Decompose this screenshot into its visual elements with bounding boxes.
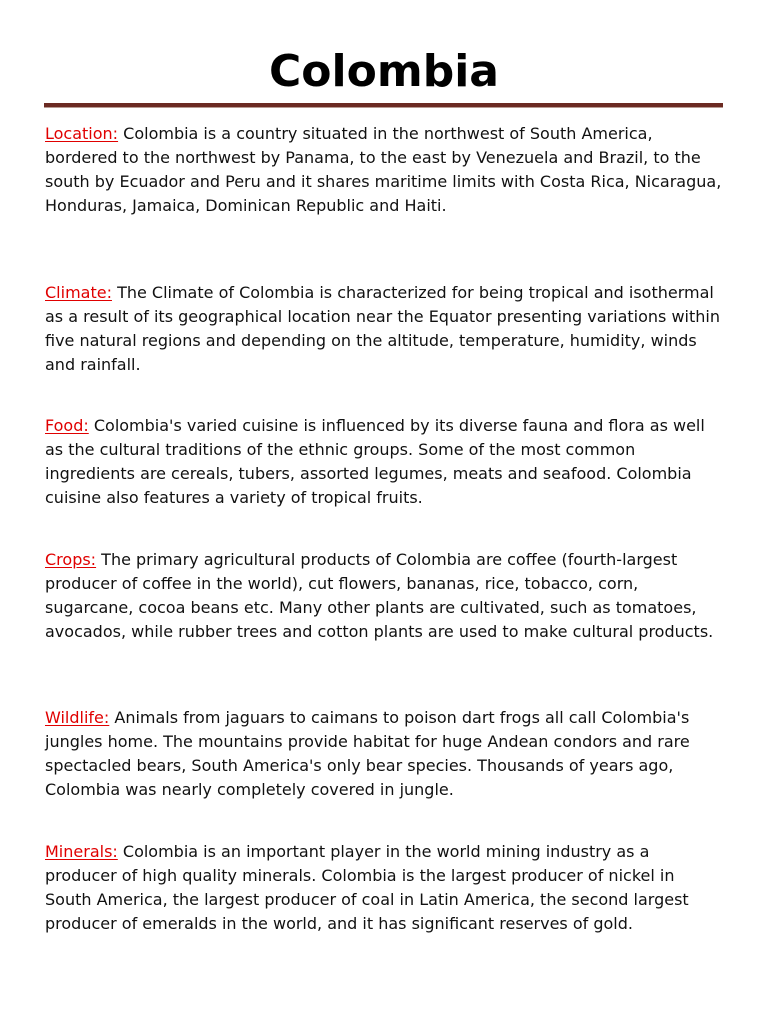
section-text-food: Colombia's varied cuisine is influenced by its diverse fauna and flora as well as the cultural traditions of the ethnic groups. Some of the most common ingredients are cereals, tubers, assorted legumes, meats and seafood. Colombia cuisine also features a variety of tropical fruits. [45, 416, 705, 507]
section-label-crops: Crops: [45, 550, 97, 569]
section-text-location: Colombia is a country situated in the northwest of South America, bordered to the northwest by Panama, to the east by Venezuela and Brazil, to the south by Ecuador and Peru and it shares maritime limits with Costa Rica, Nicaragua, Honduras, Jamaica, Dominican Republic and Haiti. [45, 124, 722, 215]
section-label-food: Food: [45, 416, 89, 435]
section-label-minerals: Minerals: [45, 842, 118, 861]
section-text-wildlife: Animals from jaguars to caimans to poison dart frogs all call Colombia's jungles home. The mountains provide habitat for huge Andean condors and rare spectacled bears, South America's only bear species. Thousands of years ago, Colombia was nearly completely covered in jungle. [45, 708, 690, 799]
page-title: Colombia [269, 46, 499, 97]
section-text-minerals: Colombia is an important player in the world mining industry as a producer of high quality minerals. Colombia is the largest producer of nickel in South America, the largest producer of coal in Latin America, the second largest producer of emeralds in the world, and it has significant reserves of gold. [45, 842, 689, 933]
section-wildlife [45, 706, 725, 802]
section-text-climate: The Climate of Colombia is characterized for being tropical and isothermal as a result of its geographical location near the Equator presenting variations within five natural regions and depending on the altitude, temperature, humidity, winds and rainfall. [45, 283, 720, 374]
section-label-wildlife: Wildlife: [45, 708, 110, 727]
section-label-location: Location: [45, 124, 119, 143]
section-text-crops: The primary agricultural products of Colombia are coffee (fourth-largest producer of coffee in the world), cut flowers, bananas, rice, tobacco, corn, sugarcane, cocoa beans etc. Many other plants are cultivated, such as tomatoes, avocados, while rubber trees and cotton plants are used to make cultural products. [45, 550, 714, 641]
section-minerals [45, 840, 725, 936]
title-divider [44, 103, 723, 108]
section-location [45, 122, 725, 218]
section-food [45, 414, 725, 510]
section-climate [45, 281, 725, 377]
section-label-climate: Climate: [45, 283, 112, 302]
section-crops [45, 548, 725, 644]
